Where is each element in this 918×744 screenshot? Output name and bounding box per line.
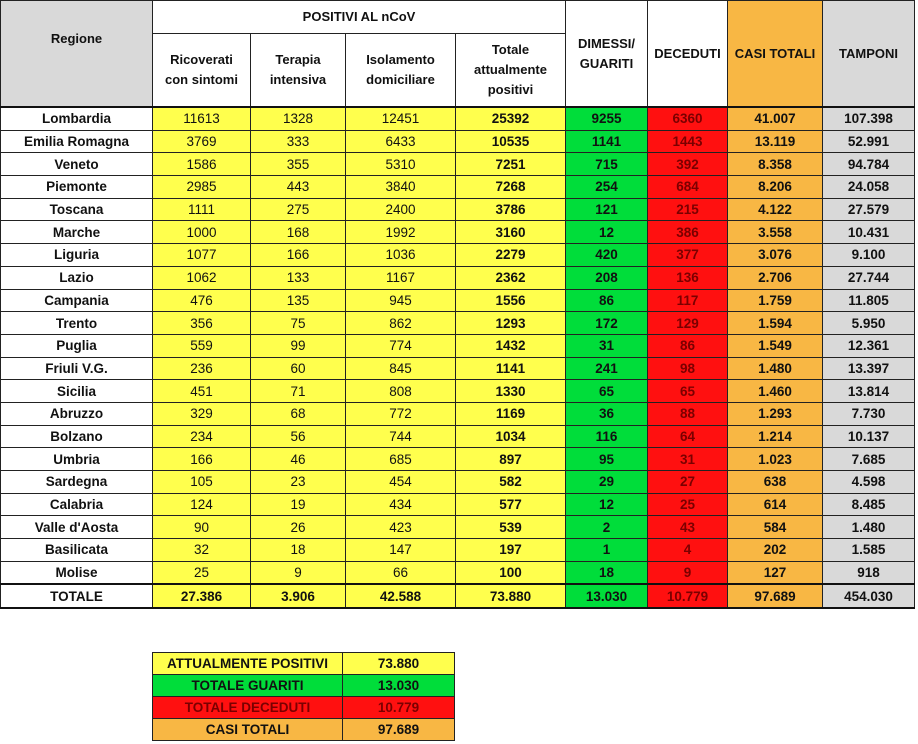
ricoverati-cell: 11613	[153, 107, 251, 130]
deceduti-cell: 65	[648, 380, 728, 403]
header-isolamento: Isolamento domiciliare	[346, 34, 456, 108]
dimessi-cell: 1	[566, 539, 648, 562]
tamponi-cell: 24.058	[823, 176, 915, 199]
header-deceduti: DECEDUTI	[648, 1, 728, 108]
casi-totali-cell: 1.549	[728, 334, 823, 357]
ricoverati-cell: 32	[153, 539, 251, 562]
deceduti-cell: 136	[648, 266, 728, 289]
isolamento-cell: 744	[346, 425, 456, 448]
table-row	[1, 357, 915, 380]
region-name: Bolzano	[1, 425, 153, 448]
totale-deceduti-cell: 10.779	[648, 584, 728, 608]
casi-totali-cell: 8.358	[728, 153, 823, 176]
table-row	[1, 402, 915, 425]
terapia-cell: 23	[251, 471, 346, 494]
dimessi-cell: 31	[566, 334, 648, 357]
tamponi-cell: 8.485	[823, 493, 915, 516]
table-row	[1, 471, 915, 494]
terapia-cell: 135	[251, 289, 346, 312]
casi-totali-cell: 8.206	[728, 176, 823, 199]
deceduti-cell: 43	[648, 516, 728, 539]
totale-positivi-cell: 582	[456, 471, 566, 494]
totale-positivi-cell: 2279	[456, 244, 566, 267]
summary-table	[152, 652, 455, 741]
deceduti-cell: 377	[648, 244, 728, 267]
summary-label: ATTUALMENTE POSITIVI	[153, 653, 343, 675]
table-row	[1, 130, 915, 153]
totale-positivi-cell: 7251	[456, 153, 566, 176]
summary-row-casi	[153, 719, 455, 741]
region-name: Calabria	[1, 493, 153, 516]
header-tamponi: TAMPONI	[823, 1, 915, 108]
table-row	[1, 153, 915, 176]
tamponi-cell: 10.431	[823, 221, 915, 244]
tamponi-cell: 13.397	[823, 357, 915, 380]
totale-positivi-cell: 1432	[456, 334, 566, 357]
header-regione: Regione	[1, 1, 153, 108]
terapia-cell: 275	[251, 198, 346, 221]
totale-positivi-cell: 1169	[456, 402, 566, 425]
terapia-cell: 443	[251, 176, 346, 199]
region-name: Lazio	[1, 266, 153, 289]
ricoverati-cell: 476	[153, 289, 251, 312]
summary-value: 10.779	[343, 697, 455, 719]
ricoverati-cell: 2985	[153, 176, 251, 199]
totale-tamponi-cell: 454.030	[823, 584, 915, 608]
totale-isolamento-cell: 42.588	[346, 584, 456, 608]
table-body	[1, 107, 915, 608]
ricoverati-cell: 105	[153, 471, 251, 494]
ricoverati-cell: 25	[153, 561, 251, 584]
isolamento-cell: 808	[346, 380, 456, 403]
isolamento-cell: 66	[346, 561, 456, 584]
ricoverati-cell: 329	[153, 402, 251, 425]
isolamento-cell: 1167	[346, 266, 456, 289]
header-terapia: Terapia intensiva	[251, 34, 346, 108]
totale-label: TOTALE	[1, 584, 153, 608]
isolamento-cell: 1992	[346, 221, 456, 244]
region-name: Sardegna	[1, 471, 153, 494]
region-name: Veneto	[1, 153, 153, 176]
tamponi-cell: 107.398	[823, 107, 915, 130]
terapia-cell: 71	[251, 380, 346, 403]
terapia-cell: 26	[251, 516, 346, 539]
casi-totali-cell: 1.594	[728, 312, 823, 335]
terapia-cell: 60	[251, 357, 346, 380]
totale-positivi-cell: 2362	[456, 266, 566, 289]
deceduti-cell: 215	[648, 198, 728, 221]
totale-positivi-cell: 1330	[456, 380, 566, 403]
region-name: Emilia Romagna	[1, 130, 153, 153]
isolamento-cell: 1036	[346, 244, 456, 267]
totale-row	[1, 584, 915, 608]
casi-totali-cell: 638	[728, 471, 823, 494]
region-name: Piemonte	[1, 176, 153, 199]
casi-totali-cell: 3.076	[728, 244, 823, 267]
terapia-cell: 75	[251, 312, 346, 335]
ricoverati-cell: 356	[153, 312, 251, 335]
dimessi-cell: 172	[566, 312, 648, 335]
summary-row-deceduti	[153, 697, 455, 719]
tamponi-cell: 1.585	[823, 539, 915, 562]
region-name: Trento	[1, 312, 153, 335]
dimessi-cell: 86	[566, 289, 648, 312]
deceduti-cell: 1443	[648, 130, 728, 153]
ricoverati-cell: 1586	[153, 153, 251, 176]
region-name: Abruzzo	[1, 402, 153, 425]
terapia-cell: 168	[251, 221, 346, 244]
isolamento-cell: 12451	[346, 107, 456, 130]
tamponi-cell: 7.730	[823, 402, 915, 425]
header-dimessi: DIMESSI/ GUARITI	[566, 1, 648, 108]
dimessi-cell: 121	[566, 198, 648, 221]
table-row	[1, 266, 915, 289]
terapia-cell: 99	[251, 334, 346, 357]
summary-label: TOTALE GUARITI	[153, 675, 343, 697]
casi-totali-cell: 127	[728, 561, 823, 584]
table-row	[1, 539, 915, 562]
dimessi-cell: 116	[566, 425, 648, 448]
casi-totali-cell: 3.558	[728, 221, 823, 244]
table-row	[1, 244, 915, 267]
region-name: Liguria	[1, 244, 153, 267]
deceduti-cell: 27	[648, 471, 728, 494]
totale-positivi-cell: 577	[456, 493, 566, 516]
deceduti-cell: 386	[648, 221, 728, 244]
terapia-cell: 19	[251, 493, 346, 516]
isolamento-cell: 5310	[346, 153, 456, 176]
table-row	[1, 561, 915, 584]
ricoverati-cell: 236	[153, 357, 251, 380]
terapia-cell: 56	[251, 425, 346, 448]
totale-terapia-cell: 3.906	[251, 584, 346, 608]
summary-row-positivi	[153, 653, 455, 675]
dimessi-cell: 254	[566, 176, 648, 199]
ricoverati-cell: 166	[153, 448, 251, 471]
table-row	[1, 516, 915, 539]
region-name: Valle d'Aosta	[1, 516, 153, 539]
dimessi-cell: 2	[566, 516, 648, 539]
totale-positivi-cell: 1293	[456, 312, 566, 335]
ricoverati-cell: 1000	[153, 221, 251, 244]
summary-label: TOTALE DECEDUTI	[153, 697, 343, 719]
deceduti-cell: 392	[648, 153, 728, 176]
region-name: Sicilia	[1, 380, 153, 403]
totale-positivi-cell: 7268	[456, 176, 566, 199]
ricoverati-cell: 451	[153, 380, 251, 403]
totale-positivi-cell: 3786	[456, 198, 566, 221]
tamponi-cell: 27.579	[823, 198, 915, 221]
table-row	[1, 198, 915, 221]
region-name: Puglia	[1, 334, 153, 357]
deceduti-cell: 117	[648, 289, 728, 312]
isolamento-cell: 434	[346, 493, 456, 516]
casi-totali-cell: 41.007	[728, 107, 823, 130]
tamponi-cell: 52.991	[823, 130, 915, 153]
region-name: Umbria	[1, 448, 153, 471]
tamponi-cell: 7.685	[823, 448, 915, 471]
isolamento-cell: 845	[346, 357, 456, 380]
totale-ricoverati-cell: 27.386	[153, 584, 251, 608]
dimessi-cell: 18	[566, 561, 648, 584]
casi-totali-cell: 1.759	[728, 289, 823, 312]
casi-totali-cell: 1.460	[728, 380, 823, 403]
dimessi-cell: 29	[566, 471, 648, 494]
tamponi-cell: 4.598	[823, 471, 915, 494]
terapia-cell: 46	[251, 448, 346, 471]
region-name: Basilicata	[1, 539, 153, 562]
header-totale-positivi: Totale attualmente positivi	[456, 34, 566, 108]
isolamento-cell: 774	[346, 334, 456, 357]
isolamento-cell: 454	[346, 471, 456, 494]
dimessi-cell: 65	[566, 380, 648, 403]
deceduti-cell: 684	[648, 176, 728, 199]
isolamento-cell: 147	[346, 539, 456, 562]
region-name: Molise	[1, 561, 153, 584]
deceduti-cell: 86	[648, 334, 728, 357]
casi-totali-cell: 13.119	[728, 130, 823, 153]
dimessi-cell: 241	[566, 357, 648, 380]
terapia-cell: 166	[251, 244, 346, 267]
tamponi-cell: 94.784	[823, 153, 915, 176]
terapia-cell: 1328	[251, 107, 346, 130]
table-row	[1, 289, 915, 312]
isolamento-cell: 3840	[346, 176, 456, 199]
region-name: Marche	[1, 221, 153, 244]
totale-positivi-cell: 100	[456, 561, 566, 584]
isolamento-cell: 685	[346, 448, 456, 471]
terapia-cell: 355	[251, 153, 346, 176]
isolamento-cell: 2400	[346, 198, 456, 221]
totale-positivi-cell: 1034	[456, 425, 566, 448]
casi-totali-cell: 1.023	[728, 448, 823, 471]
table-row	[1, 493, 915, 516]
ricoverati-cell: 559	[153, 334, 251, 357]
dimessi-cell: 208	[566, 266, 648, 289]
table-row	[1, 448, 915, 471]
deceduti-cell: 4	[648, 539, 728, 562]
dimessi-cell: 1141	[566, 130, 648, 153]
region-name: Toscana	[1, 198, 153, 221]
ricoverati-cell: 90	[153, 516, 251, 539]
ricoverati-cell: 1077	[153, 244, 251, 267]
summary-label: CASI TOTALI	[153, 719, 343, 741]
dimessi-cell: 36	[566, 402, 648, 425]
terapia-cell: 133	[251, 266, 346, 289]
tamponi-cell: 9.100	[823, 244, 915, 267]
table-row	[1, 221, 915, 244]
isolamento-cell: 6433	[346, 130, 456, 153]
isolamento-cell: 862	[346, 312, 456, 335]
region-name: Campania	[1, 289, 153, 312]
casi-totali-cell: 1.480	[728, 357, 823, 380]
table-row	[1, 380, 915, 403]
table-row	[1, 176, 915, 199]
summary-value: 97.689	[343, 719, 455, 741]
dimessi-cell: 12	[566, 493, 648, 516]
totale-positivi-cell: 897	[456, 448, 566, 471]
deceduti-cell: 9	[648, 561, 728, 584]
table-row	[1, 425, 915, 448]
terapia-cell: 68	[251, 402, 346, 425]
header-ricoverati: Ricoverati con sintomi	[153, 34, 251, 108]
deceduti-cell: 6360	[648, 107, 728, 130]
dimessi-cell: 420	[566, 244, 648, 267]
tamponi-cell: 13.814	[823, 380, 915, 403]
ricoverati-cell: 1111	[153, 198, 251, 221]
dimessi-cell: 12	[566, 221, 648, 244]
region-name: Friuli V.G.	[1, 357, 153, 380]
deceduti-cell: 88	[648, 402, 728, 425]
ricoverati-cell: 3769	[153, 130, 251, 153]
region-name: Lombardia	[1, 107, 153, 130]
tamponi-cell: 918	[823, 561, 915, 584]
header-positivi-group: POSITIVI AL nCoV	[153, 1, 566, 34]
totale-casi-totali-cell: 97.689	[728, 584, 823, 608]
totale-totale-positivi-cell: 73.880	[456, 584, 566, 608]
dimessi-cell: 95	[566, 448, 648, 471]
ricoverati-cell: 234	[153, 425, 251, 448]
terapia-cell: 18	[251, 539, 346, 562]
casi-totali-cell: 2.706	[728, 266, 823, 289]
deceduti-cell: 129	[648, 312, 728, 335]
isolamento-cell: 772	[346, 402, 456, 425]
tamponi-cell: 5.950	[823, 312, 915, 335]
isolamento-cell: 945	[346, 289, 456, 312]
deceduti-cell: 25	[648, 493, 728, 516]
deceduti-cell: 98	[648, 357, 728, 380]
summary-row-guariti	[153, 675, 455, 697]
casi-totali-cell: 584	[728, 516, 823, 539]
casi-totali-cell: 1.293	[728, 402, 823, 425]
isolamento-cell: 423	[346, 516, 456, 539]
summary-value: 13.030	[343, 675, 455, 697]
terapia-cell: 9	[251, 561, 346, 584]
totale-positivi-cell: 25392	[456, 107, 566, 130]
header-casi-totali: CASI TOTALI	[728, 1, 823, 108]
ricoverati-cell: 1062	[153, 266, 251, 289]
table-row	[1, 107, 915, 130]
tamponi-cell: 12.361	[823, 334, 915, 357]
totale-positivi-cell: 1556	[456, 289, 566, 312]
tamponi-cell: 27.744	[823, 266, 915, 289]
deceduti-cell: 64	[648, 425, 728, 448]
totale-positivi-cell: 539	[456, 516, 566, 539]
tamponi-cell: 1.480	[823, 516, 915, 539]
summary-value: 73.880	[343, 653, 455, 675]
tamponi-cell: 10.137	[823, 425, 915, 448]
totale-positivi-cell: 1141	[456, 357, 566, 380]
casi-totali-cell: 202	[728, 539, 823, 562]
casi-totali-cell: 4.122	[728, 198, 823, 221]
totale-positivi-cell: 10535	[456, 130, 566, 153]
table-row	[1, 334, 915, 357]
casi-totali-cell: 614	[728, 493, 823, 516]
terapia-cell: 333	[251, 130, 346, 153]
deceduti-cell: 31	[648, 448, 728, 471]
totale-positivi-cell: 197	[456, 539, 566, 562]
ricoverati-cell: 124	[153, 493, 251, 516]
totale-positivi-cell: 3160	[456, 221, 566, 244]
dimessi-cell: 715	[566, 153, 648, 176]
dimessi-cell: 9255	[566, 107, 648, 130]
totale-dimessi-cell: 13.030	[566, 584, 648, 608]
casi-totali-cell: 1.214	[728, 425, 823, 448]
table-row	[1, 312, 915, 335]
tamponi-cell: 11.805	[823, 289, 915, 312]
